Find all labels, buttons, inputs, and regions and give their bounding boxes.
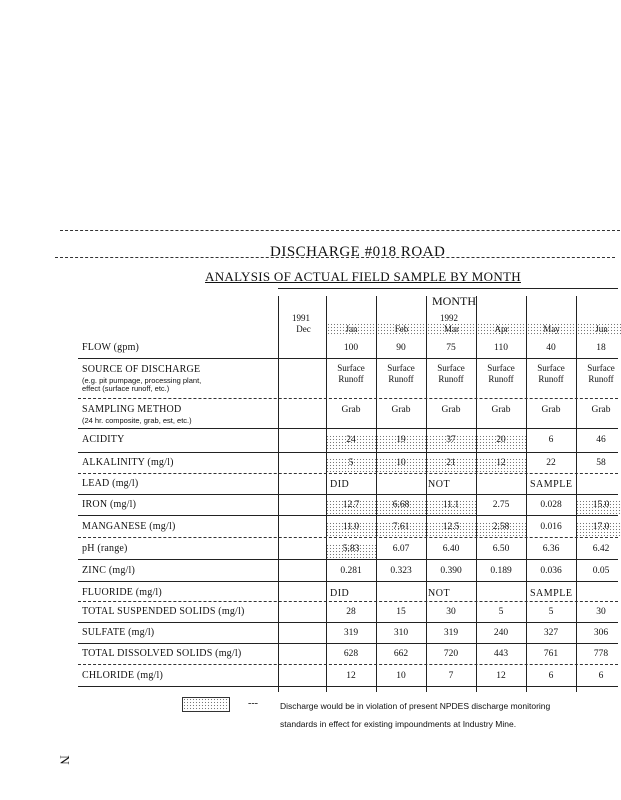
row-rule <box>78 581 618 582</box>
row-sublabel: effect (surface runoff, etc.) <box>82 384 170 393</box>
data-cell-line: Surface <box>487 363 515 373</box>
data-cell-line: Surface <box>337 363 365 373</box>
data-cell-line: Surface <box>437 363 465 373</box>
row-rule <box>78 515 618 516</box>
row-rule <box>78 686 618 687</box>
data-cell: 240 <box>493 628 509 638</box>
row-rule <box>78 473 618 474</box>
data-cell: 5 <box>326 458 376 472</box>
legend-line-1: Discharge would be in violation of present NPDES discharge monitoring <box>280 701 551 711</box>
row-rule <box>78 358 618 359</box>
data-cell: Grab <box>341 405 361 415</box>
row-rule <box>78 559 618 560</box>
year-1992: 1992 <box>440 313 458 323</box>
data-cell: 24 <box>326 435 376 449</box>
data-cell: 5 <box>548 607 554 617</box>
row-rule <box>78 398 618 399</box>
row-label: MANGANESE (mg/l) <box>82 521 176 532</box>
data-cell: 11.1 <box>426 500 476 514</box>
data-cell: 28 <box>346 607 356 617</box>
row-label: ACIDITY <box>82 434 125 445</box>
data-cell: 0.05 <box>592 566 610 576</box>
data-cell: 0.281 <box>340 566 362 576</box>
data-cell: 21 <box>426 458 476 472</box>
span-note: DID <box>330 588 350 599</box>
data-cell: Grab <box>541 405 561 415</box>
month-header-jan: Jan <box>327 323 376 335</box>
data-cell: 5.83 <box>326 544 376 558</box>
data-cell: 30 <box>446 607 456 617</box>
row-label: LEAD (mg/l) <box>82 478 139 489</box>
data-cell: 17.0 <box>576 522 621 536</box>
data-cell: 6.42 <box>592 544 610 554</box>
data-cell: 0.323 <box>390 566 412 576</box>
data-cell <box>376 363 426 385</box>
data-cell: 662 <box>393 649 409 659</box>
data-cell: 58 <box>596 458 606 468</box>
span-note: SAMPLE <box>530 588 573 599</box>
month-header-mar: Mar <box>427 323 476 335</box>
data-cell: 2.58 <box>476 522 526 536</box>
legend-line-2: standards in effect for existing impoundments at Industry Mine. <box>280 719 517 729</box>
data-cell: 6 <box>548 671 554 681</box>
data-cell: 7 <box>448 671 454 681</box>
data-cell-line: Runoff <box>338 374 364 384</box>
month-header-feb: Feb <box>377 323 426 335</box>
month-header-may: May <box>527 323 576 335</box>
row-rule <box>78 452 618 453</box>
data-cell-line: Runoff <box>388 374 414 384</box>
document-title: DISCHARGE #018 ROAD <box>270 244 446 260</box>
page-number: N <box>57 755 73 765</box>
data-cell: 40 <box>546 343 556 353</box>
data-cell: 22 <box>546 458 556 468</box>
month-header: MONTH <box>432 294 476 308</box>
span-note: SAMPLE <box>530 479 573 490</box>
data-cell: 19 <box>376 435 426 449</box>
month-header-jun: Jun <box>577 323 621 335</box>
data-cell-line: Runoff <box>488 374 514 384</box>
data-cell: 327 <box>543 628 559 638</box>
row-label: TOTAL DISSOLVED SOLIDS (mg/l) <box>82 648 242 659</box>
data-cell: 37 <box>426 435 476 449</box>
data-cell: 46 <box>596 435 606 445</box>
row-rule <box>78 537 618 538</box>
data-cell: 0.016 <box>540 522 562 532</box>
row-label: CHLORIDE (mg/l) <box>82 670 164 681</box>
month-rule <box>278 288 618 289</box>
span-note: NOT <box>428 588 451 599</box>
data-cell: 30 <box>596 607 606 617</box>
data-cell: 761 <box>543 649 559 659</box>
data-cell: 628 <box>343 649 359 659</box>
data-cell: Grab <box>591 405 611 415</box>
data-cell: 15 <box>396 607 406 617</box>
data-cell: 319 <box>443 628 459 638</box>
month-header-apr: Apr <box>477 323 526 335</box>
data-cell: 75 <box>446 343 456 353</box>
row-label: ALKALINITY (mg/l) <box>82 457 174 468</box>
data-cell-line: Surface <box>537 363 565 373</box>
year-1991: 1991 <box>292 313 310 323</box>
data-cell: 319 <box>343 628 359 638</box>
data-cell: 12 <box>496 671 506 681</box>
row-label: SULFATE (mg/l) <box>82 627 155 638</box>
row-label: IRON (mg/l) <box>82 499 137 510</box>
data-cell: 6.68 <box>376 500 426 514</box>
row-rule <box>78 643 618 644</box>
data-cell: 310 <box>393 628 409 638</box>
data-cell: 90 <box>396 343 406 353</box>
data-cell: 6.36 <box>542 544 560 554</box>
data-cell-line: Surface <box>587 363 615 373</box>
row-label: pH (range) <box>82 543 128 554</box>
span-note: NOT <box>428 479 451 490</box>
data-cell: 0.189 <box>490 566 512 576</box>
data-cell: 20 <box>476 435 526 449</box>
row-rule <box>78 428 618 429</box>
data-cell-line: Surface <box>387 363 415 373</box>
data-cell: 443 <box>493 649 509 659</box>
document-subtitle: ANALYSIS OF ACTUAL FIELD SAMPLE BY MONTH <box>205 269 521 284</box>
legend-shade-swatch <box>182 697 230 712</box>
row-rule <box>78 622 618 623</box>
data-cell: 11.0 <box>326 522 376 536</box>
row-label: FLOW (gpm) <box>82 342 140 353</box>
data-cell: 2.75 <box>492 500 510 510</box>
data-cell-line: Runoff <box>588 374 614 384</box>
data-cell: Grab <box>491 405 511 415</box>
row-label: FLUORIDE (mg/l) <box>82 587 162 598</box>
data-cell: 15.0 <box>576 500 621 514</box>
data-cell: 100 <box>343 343 359 353</box>
data-cell: 10 <box>376 458 426 472</box>
data-cell: 6.40 <box>442 544 460 554</box>
data-cell <box>526 363 576 385</box>
data-cell: 12.7 <box>326 500 376 514</box>
data-cell-line: Runoff <box>438 374 464 384</box>
row-label: TOTAL SUSPENDED SOLIDS (mg/l) <box>82 606 245 617</box>
data-cell: 6.07 <box>392 544 410 554</box>
row-rule <box>78 601 618 602</box>
data-cell: Grab <box>441 405 461 415</box>
data-cell: Grab <box>391 405 411 415</box>
scan-rule <box>60 230 620 231</box>
data-cell: 7.61 <box>376 522 426 536</box>
row-label: ZINC (mg/l) <box>82 565 136 576</box>
data-cell: 0.036 <box>540 566 562 576</box>
row-sublabel: (24 hr. composite, grab, est, etc.) <box>82 416 192 425</box>
row-rule <box>78 664 618 665</box>
data-cell-line: Runoff <box>538 374 564 384</box>
legend-dash: --- <box>248 698 258 709</box>
data-cell: 5 <box>498 607 504 617</box>
data-cell: 10 <box>396 671 406 681</box>
data-cell: 306 <box>593 628 609 638</box>
data-cell <box>476 363 526 385</box>
data-cell: 778 <box>593 649 609 659</box>
data-cell: 0.028 <box>540 500 562 510</box>
data-cell <box>576 363 621 385</box>
data-cell: 18 <box>596 343 606 353</box>
data-cell: 12 <box>476 458 526 472</box>
span-note: DID <box>330 479 350 490</box>
row-label: SOURCE OF DISCHARGE <box>82 364 201 375</box>
data-cell: 720 <box>443 649 459 659</box>
data-cell: 0.390 <box>440 566 462 576</box>
data-cell: 6 <box>598 671 604 681</box>
month-header-dec: Dec <box>296 324 311 334</box>
data-cell <box>426 363 476 385</box>
data-cell: 12.5 <box>426 522 476 536</box>
data-cell: 6.50 <box>492 544 510 554</box>
data-cell: 6 <box>548 435 554 445</box>
legend-text <box>280 697 550 733</box>
data-cell: 12 <box>346 671 356 681</box>
row-rule <box>78 494 618 495</box>
row-sublabel: (e.g. pit pumpage, processing plant, <box>82 376 202 385</box>
data-cell <box>326 363 376 385</box>
row-label: SAMPLING METHOD <box>82 404 182 415</box>
data-cell: 110 <box>494 343 508 353</box>
